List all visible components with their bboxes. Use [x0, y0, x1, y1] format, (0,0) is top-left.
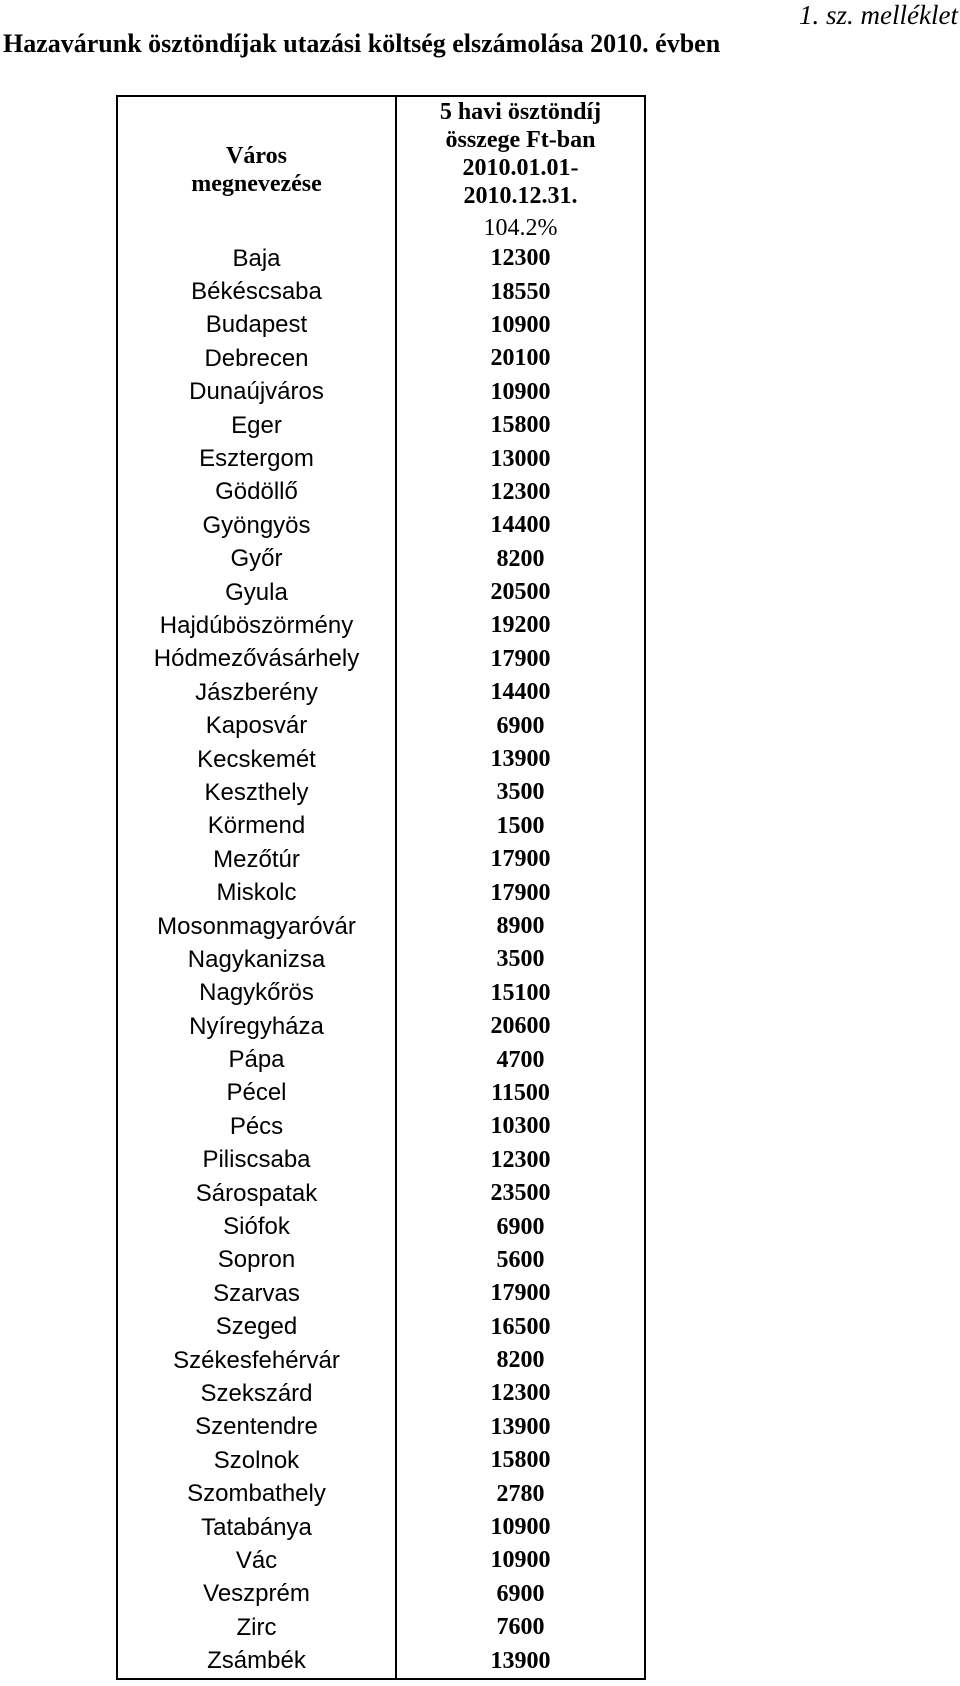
city-cell: Esztergom — [117, 442, 396, 475]
table-row — [117, 242, 645, 275]
amount-cell: 10900 — [396, 1544, 645, 1577]
city-cell: Hajdúböszörmény — [117, 609, 396, 642]
amount-cell: 6900 — [396, 1210, 645, 1243]
table-body — [117, 96, 645, 1679]
city-cell: Pápa — [117, 1043, 396, 1076]
table-row — [117, 275, 645, 308]
city-cell: Budapest — [117, 309, 396, 342]
scholarship-table — [116, 95, 646, 1680]
table-row — [117, 1311, 645, 1344]
city-cell: Pécel — [117, 1077, 396, 1110]
amount-cell: 14400 — [396, 676, 645, 709]
table-row — [117, 309, 645, 342]
amount-header-line: 2010.01.01- — [462, 154, 579, 181]
amount-cell: 20500 — [396, 576, 645, 609]
city-cell: Tatabánya — [117, 1511, 396, 1544]
city-cell: Gyöngyös — [117, 509, 396, 542]
table-row — [117, 409, 645, 442]
amount-cell: 17900 — [396, 843, 645, 876]
table-row — [117, 1010, 645, 1043]
city-column-header — [117, 96, 396, 242]
table-row — [117, 1144, 645, 1177]
amount-cell: 10900 — [396, 1511, 645, 1544]
city-cell: Debrecen — [117, 342, 396, 375]
table-row — [117, 1544, 645, 1577]
city-cell: Jászberény — [117, 676, 396, 709]
amount-cell: 12300 — [396, 242, 645, 275]
city-cell: Kecskemét — [117, 743, 396, 776]
city-cell: Szolnok — [117, 1444, 396, 1477]
table-row — [117, 1210, 645, 1243]
amount-cell: 10300 — [396, 1110, 645, 1143]
city-cell: Vác — [117, 1544, 396, 1577]
city-cell: Pécs — [117, 1110, 396, 1143]
table-row — [117, 676, 645, 709]
city-cell: Nagykanizsa — [117, 943, 396, 976]
table-row — [117, 376, 645, 409]
amount-cell: 7600 — [396, 1611, 645, 1644]
table-row — [117, 1578, 645, 1611]
city-cell: Kaposvár — [117, 709, 396, 742]
amount-cell: 17900 — [396, 1277, 645, 1310]
amount-cell: 16500 — [396, 1311, 645, 1344]
table-row — [117, 910, 645, 943]
amount-cell: 17900 — [396, 643, 645, 676]
amount-header-percentage: 104.2% — [483, 214, 558, 241]
amount-cell: 12300 — [396, 476, 645, 509]
amount-cell: 4700 — [396, 1043, 645, 1076]
table-row — [117, 1177, 645, 1210]
table-row — [117, 1277, 645, 1310]
amount-cell: 23500 — [396, 1177, 645, 1210]
table-row — [117, 442, 645, 475]
table-row — [117, 543, 645, 576]
amount-cell: 8900 — [396, 910, 645, 943]
table-row — [117, 1511, 645, 1544]
city-cell: Dunaújváros — [117, 376, 396, 409]
city-header-line: megnevezése — [191, 170, 322, 197]
table-row — [117, 1344, 645, 1377]
amount-cell: 18550 — [396, 275, 645, 308]
city-cell: Piliscsaba — [117, 1144, 396, 1177]
city-cell: Siófok — [117, 1210, 396, 1243]
city-cell: Zsámbék — [117, 1644, 396, 1678]
amount-cell: 11500 — [396, 1077, 645, 1110]
city-cell: Szarvas — [117, 1277, 396, 1310]
city-header-line: Város — [226, 142, 287, 169]
table-row — [117, 943, 645, 976]
amount-cell: 2780 — [396, 1477, 645, 1510]
table-row — [117, 1110, 645, 1143]
city-cell: Baja — [117, 242, 396, 275]
table-header-row — [117, 96, 645, 242]
table-row — [117, 977, 645, 1010]
city-cell: Nagykőrös — [117, 977, 396, 1010]
city-cell: Mosonmagyaróvár — [117, 910, 396, 943]
document-title: Hazavárunk ösztöndíjak utazási költség elszámolása 2010. évben — [3, 29, 721, 58]
city-cell: Veszprém — [117, 1578, 396, 1611]
table-row — [117, 1043, 645, 1076]
city-cell: Miskolc — [117, 876, 396, 909]
city-cell: Hódmezővásárhely — [117, 643, 396, 676]
table-row — [117, 1611, 645, 1644]
city-cell: Sárospatak — [117, 1177, 396, 1210]
amount-cell: 3500 — [396, 943, 645, 976]
city-cell: Nyíregyháza — [117, 1010, 396, 1043]
table-row — [117, 1477, 645, 1510]
city-cell: Békéscsaba — [117, 275, 396, 308]
amount-cell: 8200 — [396, 543, 645, 576]
city-cell: Szekszárd — [117, 1377, 396, 1410]
amount-cell: 20600 — [396, 1010, 645, 1043]
amount-cell: 13900 — [396, 1644, 645, 1678]
city-cell: Mezőtúr — [117, 843, 396, 876]
amount-cell: 6900 — [396, 709, 645, 742]
amount-cell: 19200 — [396, 609, 645, 642]
table-row — [117, 1077, 645, 1110]
amount-header-line: összege Ft-ban — [445, 126, 596, 153]
amount-header-line: 5 havi ösztöndíj — [439, 98, 602, 125]
table-row — [117, 843, 645, 876]
amount-cell: 10900 — [396, 309, 645, 342]
annex-label: 1. sz. melléklet — [799, 0, 958, 30]
amount-cell: 15800 — [396, 1444, 645, 1477]
amount-cell: 13000 — [396, 442, 645, 475]
city-cell: Gödöllő — [117, 476, 396, 509]
table-row — [117, 1444, 645, 1477]
amount-cell: 17900 — [396, 876, 645, 909]
table-row — [117, 810, 645, 843]
amount-cell: 1500 — [396, 810, 645, 843]
table-row — [117, 743, 645, 776]
table-row — [117, 342, 645, 375]
city-cell: Szentendre — [117, 1411, 396, 1444]
table-row — [117, 476, 645, 509]
city-cell: Eger — [117, 409, 396, 442]
city-cell: Székesfehérvár — [117, 1344, 396, 1377]
table-row — [117, 709, 645, 742]
amount-cell: 15800 — [396, 409, 645, 442]
amount-cell: 5600 — [396, 1244, 645, 1277]
amount-cell: 15100 — [396, 977, 645, 1010]
city-cell: Körmend — [117, 810, 396, 843]
amount-cell: 14400 — [396, 509, 645, 542]
amount-cell: 20100 — [396, 342, 645, 375]
table-row — [117, 1644, 645, 1678]
amount-cell: 6900 — [396, 1578, 645, 1611]
table-row — [117, 576, 645, 609]
amount-header-line: 2010.12.31. — [463, 182, 578, 209]
city-cell: Zirc — [117, 1611, 396, 1644]
city-cell: Keszthely — [117, 776, 396, 809]
table-row — [117, 643, 645, 676]
city-cell: Szombathely — [117, 1477, 396, 1510]
city-cell: Gyula — [117, 576, 396, 609]
table-row — [117, 1244, 645, 1277]
amount-cell: 10900 — [396, 376, 645, 409]
amount-column-header — [396, 96, 645, 242]
table-row — [117, 609, 645, 642]
city-cell: Szeged — [117, 1311, 396, 1344]
amount-cell: 12300 — [396, 1144, 645, 1177]
amount-cell: 3500 — [396, 776, 645, 809]
amount-cell: 13900 — [396, 1411, 645, 1444]
table-row — [117, 1411, 645, 1444]
amount-cell: 12300 — [396, 1377, 645, 1410]
table-row — [117, 1377, 645, 1410]
city-cell: Győr — [117, 543, 396, 576]
table-row — [117, 509, 645, 542]
amount-cell: 8200 — [396, 1344, 645, 1377]
city-cell: Sopron — [117, 1244, 396, 1277]
table-row — [117, 876, 645, 909]
amount-cell: 13900 — [396, 743, 645, 776]
table-row — [117, 776, 645, 809]
